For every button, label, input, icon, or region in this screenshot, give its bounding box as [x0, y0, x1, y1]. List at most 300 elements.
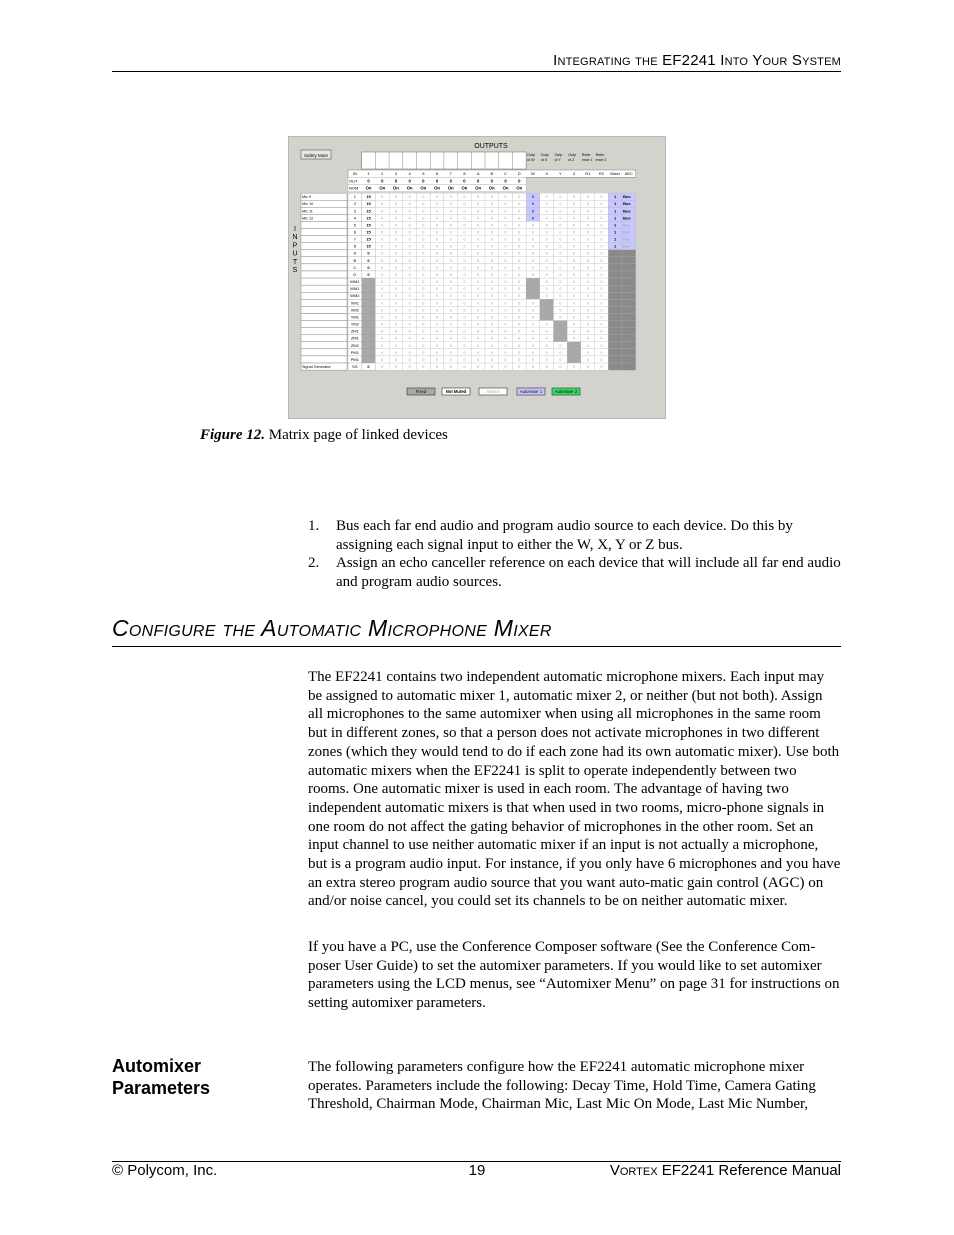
header-rule [112, 71, 841, 72]
input-level-value: 0 [367, 364, 370, 370]
crosspoint-value: 0 [600, 223, 603, 228]
matrix-svg [289, 137, 665, 418]
crosspoint-value: 0 [545, 195, 548, 200]
crosspoint-value: 0 [518, 301, 521, 306]
crosspoint-value: 0 [504, 251, 507, 256]
out-row-value: 0 [463, 178, 466, 184]
crosspoint-value: 0 [381, 209, 384, 214]
crosspoint-value: 0 [600, 350, 603, 355]
crosspoint-value: 0 [394, 287, 397, 292]
input-level-value: 15 [366, 236, 371, 242]
crosspoint-value: 0 [422, 258, 425, 263]
input-name-box [301, 292, 347, 299]
crosspoint-value: 0 [559, 202, 562, 207]
crosspoint-value: 0 [573, 258, 576, 263]
crosspoint-value: 0 [490, 365, 493, 370]
crosspoint-value: 0 [381, 322, 384, 327]
crosspoint-value: 0 [573, 237, 576, 242]
nom-row-label: NOM [349, 185, 359, 191]
crosspoint-value: 0 [586, 336, 589, 341]
crosspoint-value: 0 [559, 230, 562, 235]
input-row-number: 6 [353, 229, 356, 235]
crosspoint-value: 0 [545, 258, 548, 263]
crosspoint-value: 0 [531, 215, 535, 221]
crosspoint-cell [622, 363, 636, 370]
crosspoint-value: 0 [381, 195, 384, 200]
crosspoint-value: 0 [477, 216, 480, 221]
crosspoint-cell [608, 328, 622, 335]
crosspoint-value: 0 [449, 322, 452, 327]
crosspoint-cell [608, 342, 622, 349]
crosspoint-value: 0 [600, 265, 603, 270]
crosspoint-value: 0 [559, 272, 562, 277]
crosspoint-value: 0 [573, 329, 576, 334]
input-row-number: WM2 [350, 293, 360, 299]
mixer-value: 1 [614, 236, 617, 242]
crosspoint-value: 0 [436, 308, 439, 313]
crosspoint-value: 0 [586, 265, 589, 270]
crosspoint-value: 0 [504, 336, 507, 341]
crosspoint-value: 0 [490, 301, 493, 306]
crosspoint-value: 0 [600, 287, 603, 292]
crosspoint-cell [622, 250, 636, 257]
crosspoint-value: 0 [408, 216, 411, 221]
crosspoint-value: 0 [490, 265, 493, 270]
input-row-number: 4 [353, 215, 356, 221]
legend-label: Muted [487, 389, 499, 395]
out-row-value: 0 [490, 178, 494, 184]
crosspoint-value: 0 [504, 329, 507, 334]
input-row-number: SS [352, 364, 358, 370]
crosspoint-value: 0 [449, 244, 452, 249]
crosspoint-value: 0 [518, 265, 521, 270]
crosspoint-value: 0 [477, 272, 480, 277]
crosspoint-value: 0 [504, 315, 507, 320]
input-name-box [301, 257, 347, 264]
crosspoint-value: 0 [545, 251, 548, 256]
crosspoint-value: 0 [449, 251, 452, 256]
out-row-value: 0 [476, 178, 480, 184]
crosspoint-value: 0 [531, 223, 534, 228]
crosspoint-value: 0 [449, 265, 452, 270]
input-name-box [301, 285, 347, 292]
column-header-label: D [517, 171, 521, 177]
crosspoint-cell [622, 299, 636, 306]
crosspoint-value: 0 [381, 244, 384, 249]
column-header-label: 4 [408, 171, 411, 177]
safety-mute-label: Safety Mute [303, 153, 329, 158]
crosspoint-value: 0 [463, 280, 466, 285]
crosspoint-value: 0 [463, 350, 466, 355]
input-level-value: 15 [366, 194, 371, 200]
crosspoint-value: 0 [477, 202, 480, 207]
crosspoint-value: 0 [531, 272, 534, 277]
crosspoint-value: 0 [531, 258, 534, 263]
legend-label: Automixer 1 [519, 389, 543, 395]
crosspoint-cell [608, 356, 622, 363]
crosspoint-value: 0 [422, 209, 425, 214]
crosspoint-value: 0 [394, 272, 397, 277]
crosspoint-value: 0 [600, 216, 603, 221]
crosspoint-value: 0 [449, 294, 452, 299]
figure-caption-text: Matrix page of linked devices [268, 427, 448, 443]
crosspoint-value: 0 [463, 294, 466, 299]
crosspoint-value: 0 [408, 315, 411, 320]
crosspoint-value: 0 [490, 230, 493, 235]
crosspoint-value: 0 [600, 365, 603, 370]
crosspoint-value: 0 [518, 216, 521, 221]
crosspoint-value: 0 [600, 343, 603, 348]
crosspoint-value: 0 [559, 258, 562, 263]
bus-header-label: ut W [527, 158, 535, 162]
crosspoint-value: 0 [394, 244, 397, 249]
crosspoint-value: 0 [408, 329, 411, 334]
nom-row-value: On [434, 185, 440, 191]
crosspoint-value: 0 [573, 294, 576, 299]
crosspoint-value: 0 [490, 329, 493, 334]
crosspoint-cell [540, 306, 554, 313]
crosspoint-value: 0 [559, 265, 562, 270]
mixer-value: 1 [614, 194, 617, 200]
crosspoint-value: 0 [573, 230, 576, 235]
crosspoint-value: 0 [477, 329, 480, 334]
crosspoint-value: 0 [381, 287, 384, 292]
bus-header-label: ut Z [568, 158, 575, 162]
crosspoint-value: 0 [381, 223, 384, 228]
crosspoint-value: 0 [531, 194, 535, 200]
crosspoint-value: 0 [436, 280, 439, 285]
crosspoint-value: 0 [394, 280, 397, 285]
outputs-title: OUTPUTS [474, 143, 508, 150]
crosspoint-value: 0 [490, 202, 493, 207]
crosspoint-value: 0 [586, 209, 589, 214]
crosspoint-value: 0 [449, 315, 452, 320]
crosspoint-value: 0 [573, 265, 576, 270]
crosspoint-value: 0 [422, 244, 425, 249]
crosspoint-value: 0 [463, 265, 466, 270]
crosspoint-value: 0 [408, 350, 411, 355]
crosspoint-value: 0 [559, 294, 562, 299]
footer-page-number: 19 [468, 1162, 486, 1179]
crosspoint-value: 0 [381, 265, 384, 270]
column-header-label: W [531, 171, 535, 177]
out-row-value: 0 [435, 178, 439, 184]
crosspoint-value: 0 [490, 357, 493, 362]
crosspoint-value: 0 [600, 308, 603, 313]
input-name-box [301, 236, 347, 243]
column-header-label: A [476, 171, 480, 177]
crosspoint-value: 0 [422, 237, 425, 242]
mixer-value: 1 [614, 201, 617, 207]
legend-label: Automixer 2 [554, 389, 578, 395]
input-level-cell [362, 328, 376, 335]
nom-row-value: On [502, 185, 509, 191]
list-text: Assign an echo canceller reference on each device that will include all far end audio and program audio sources. [336, 555, 841, 590]
footer-copyright: © Polycom, Inc. [112, 1162, 218, 1179]
crosspoint-value: 0 [518, 223, 521, 228]
footer-title-rest: EF2241 Reference Manual [657, 1162, 841, 1179]
crosspoint-value: 0 [545, 294, 548, 299]
crosspoint-value: 0 [531, 251, 534, 256]
input-level-value: 15 [366, 208, 371, 214]
aec-value: Bus [623, 194, 631, 200]
crosspoint-cell [608, 271, 622, 278]
crosspoint-value: 0 [422, 223, 425, 228]
crosspoint-value: 0 [477, 209, 480, 214]
crosspoint-value: 0 [394, 251, 397, 256]
column-header-label: AEC [624, 171, 633, 177]
crosspoint-value: 0 [504, 258, 507, 263]
crosspoint-value: 0 [449, 301, 452, 306]
input-level-value: 0 [367, 264, 370, 270]
crosspoint-cell [622, 306, 636, 313]
input-row-number: 1 [353, 194, 356, 200]
crosspoint-value: 0 [518, 280, 521, 285]
crosspoint-value: 0 [463, 223, 466, 228]
crosspoint-value: 0 [463, 230, 466, 235]
crosspoint-value: 0 [518, 350, 521, 355]
nom-row-value: On [461, 185, 468, 191]
crosspoint-value: 0 [490, 216, 493, 221]
inputs-vertical-letter: N [292, 234, 298, 242]
crosspoint-value: 0 [408, 251, 411, 256]
crosspoint-value: 0 [504, 237, 507, 242]
input-row-number: ZM1 [350, 328, 359, 334]
crosspoint-value: 0 [531, 230, 534, 235]
crosspoint-value: 0 [531, 208, 535, 214]
crosspoint-value: 0 [436, 343, 439, 348]
crosspoint-value: 0 [531, 265, 534, 270]
bus-header-label: ence 1 [581, 158, 593, 162]
figure-matrix-screenshot [288, 136, 666, 419]
crosspoint-value: 0 [586, 294, 589, 299]
crosspoint-value: 0 [394, 301, 397, 306]
crosspoint-value: 0 [573, 223, 576, 228]
crosspoint-value: 0 [559, 209, 562, 214]
input-level-cell [362, 321, 376, 328]
column-header-label: B [490, 171, 494, 177]
crosspoint-value: 0 [600, 272, 603, 277]
crosspoint-value: 0 [394, 315, 397, 320]
crosspoint-value: 0 [504, 280, 507, 285]
crosspoint-value: 0 [381, 350, 384, 355]
crosspoint-value: 0 [436, 216, 439, 221]
crosspoint-cell [608, 349, 622, 356]
bus-header-label: Outp [540, 153, 549, 157]
crosspoint-value: 0 [573, 244, 576, 249]
crosspoint-value: 0 [600, 301, 603, 306]
crosspoint-value: 0 [531, 244, 534, 249]
crosspoint-value: 0 [559, 195, 562, 200]
input-row-number: 3 [353, 208, 356, 214]
crosspoint-cell [540, 313, 554, 320]
crosspoint-value: 0 [449, 336, 452, 341]
crosspoint-value: 0 [586, 287, 589, 292]
input-name-box [301, 335, 347, 342]
crosspoint-value: 0 [490, 237, 493, 242]
input-row-number: ZM2 [350, 342, 359, 348]
crosspoint-value: 0 [531, 336, 534, 341]
crosspoint-value: 0 [449, 230, 452, 235]
crosspoint-value: 0 [504, 244, 507, 249]
crosspoint-value: 0 [518, 336, 521, 341]
crosspoint-value: 0 [573, 336, 576, 341]
crosspoint-value: 0 [586, 357, 589, 362]
crosspoint-value: 0 [422, 230, 425, 235]
crosspoint-value: 0 [422, 301, 425, 306]
crosspoint-value: 0 [559, 216, 562, 221]
crosspoint-value: 0 [394, 294, 397, 299]
crosspoint-value: 0 [586, 350, 589, 355]
crosspoint-value: 0 [436, 294, 439, 299]
inputs-vertical-letter: T [292, 258, 298, 266]
crosspoint-value: 0 [408, 237, 411, 242]
crosspoint-value: 0 [477, 230, 480, 235]
crosspoint-value: 0 [600, 336, 603, 341]
crosspoint-value: 0 [408, 308, 411, 313]
crosspoint-value: 0 [381, 336, 384, 341]
crosspoint-value: 0 [477, 195, 480, 200]
input-name-box [301, 278, 347, 285]
crosspoint-value: 0 [381, 230, 384, 235]
crosspoint-cell [608, 321, 622, 328]
crosspoint-value: 0 [600, 251, 603, 256]
crosspoint-value: 0 [504, 301, 507, 306]
crosspoint-value: 0 [545, 280, 548, 285]
crosspoint-value: 0 [600, 230, 603, 235]
crosspoint-value: 0 [504, 343, 507, 348]
crosspoint-value: 0 [545, 265, 548, 270]
crosspoint-value: 0 [518, 251, 521, 256]
crosspoint-value: 0 [573, 308, 576, 313]
crosspoint-value: 0 [518, 209, 521, 214]
crosspoint-value: 0 [436, 315, 439, 320]
bus-header-label: Outp [554, 153, 563, 157]
subsection-heading: Automixer Parameters [112, 1056, 211, 1098]
crosspoint-value: 0 [463, 202, 466, 207]
crosspoint-value: 0 [436, 287, 439, 292]
crosspoint-value: 0 [573, 280, 576, 285]
crosspoint-value: 0 [545, 365, 548, 370]
crosspoint-value: 0 [463, 209, 466, 214]
crosspoint-value: 0 [600, 357, 603, 362]
crosspoint-value: 0 [586, 365, 589, 370]
crosspoint-value: 0 [586, 308, 589, 313]
crosspoint-value: 0 [586, 202, 589, 207]
input-level-cell [362, 356, 376, 363]
input-row-number: 8 [353, 243, 356, 249]
crosspoint-value: 0 [531, 357, 534, 362]
crosspoint-cell [622, 257, 636, 264]
section-rule [112, 646, 841, 647]
crosspoint-value: 0 [408, 258, 411, 263]
crosspoint-value: 0 [586, 301, 589, 306]
crosspoint-value: 0 [422, 329, 425, 334]
crosspoint-value: 0 [504, 202, 507, 207]
footer-manual-title [560, 1162, 841, 1179]
crosspoint-cell [554, 335, 568, 342]
input-name-box [301, 264, 347, 271]
input-row-number: C [353, 264, 357, 270]
mixer-value: 1 [614, 243, 617, 249]
crosspoint-value: 0 [600, 195, 603, 200]
crosspoint-value: 0 [449, 272, 452, 277]
crosspoint-value: 0 [463, 315, 466, 320]
crosspoint-cell [567, 356, 581, 363]
input-level-value: 15 [366, 201, 371, 207]
crosspoint-value: 0 [531, 343, 534, 348]
crosspoint-value: 0 [422, 315, 425, 320]
crosspoint-value: 0 [449, 365, 452, 370]
column-header-label: 1 [367, 171, 370, 177]
crosspoint-value: 0 [531, 201, 535, 207]
crosspoint-value: 0 [559, 315, 562, 320]
input-row-number: WM1 [350, 279, 360, 285]
input-row-number: 7 [353, 236, 356, 242]
crosspoint-value: 0 [531, 301, 534, 306]
crosspoint-value: 0 [463, 343, 466, 348]
crosspoint-value: 0 [422, 350, 425, 355]
crosspoint-value: 0 [518, 287, 521, 292]
crosspoint-value: 0 [436, 202, 439, 207]
crosspoint-cell [622, 292, 636, 299]
crosspoint-cell [608, 278, 622, 285]
column-header-label: IN [352, 171, 357, 177]
nom-row-value: On [475, 185, 482, 191]
column-header-label: R1 [585, 171, 591, 177]
crosspoint-value: 0 [381, 202, 384, 207]
crosspoint-cell [622, 278, 636, 285]
input-row-number: XM1 [350, 300, 359, 306]
aec-value: Bus [623, 236, 630, 242]
crosspoint-value: 0 [449, 280, 452, 285]
crosspoint-value: 0 [463, 251, 466, 256]
crosspoint-cell [622, 321, 636, 328]
crosspoint-value: 0 [490, 350, 493, 355]
crosspoint-value: 0 [573, 195, 576, 200]
crosspoint-value: 0 [477, 287, 480, 292]
crosspoint-value: 0 [449, 329, 452, 334]
crosspoint-value: 0 [436, 251, 439, 256]
nom-row-value: On [406, 185, 413, 191]
crosspoint-value: 0 [531, 350, 534, 355]
crosspoint-value: 0 [586, 237, 589, 242]
crosspoint-value: 0 [545, 272, 548, 277]
aec-value: Bus [623, 243, 630, 249]
crosspoint-value: 0 [573, 315, 576, 320]
nom-row-value: On [516, 185, 523, 191]
crosspoint-value: 0 [545, 287, 548, 292]
crosspoint-value: 0 [477, 336, 480, 341]
crosspoint-value: 0 [422, 287, 425, 292]
crosspoint-value: 0 [518, 294, 521, 299]
crosspoint-value: 0 [436, 230, 439, 235]
crosspoint-cell [622, 313, 636, 320]
crosspoint-value: 0 [436, 365, 439, 370]
crosspoint-value: 0 [408, 223, 411, 228]
crosspoint-value: 0 [408, 365, 411, 370]
crosspoint-value: 0 [573, 209, 576, 214]
input-level-value: 0 [367, 257, 370, 263]
crosspoint-value: 0 [422, 343, 425, 348]
crosspoint-value: 0 [573, 287, 576, 292]
crosspoint-value: 0 [394, 258, 397, 263]
input-row-number: YM1 [350, 314, 359, 320]
crosspoint-value: 0 [600, 294, 603, 299]
aec-value: Bus [623, 215, 631, 221]
crosspoint-value: 0 [545, 343, 548, 348]
crosspoint-value: 0 [477, 350, 480, 355]
